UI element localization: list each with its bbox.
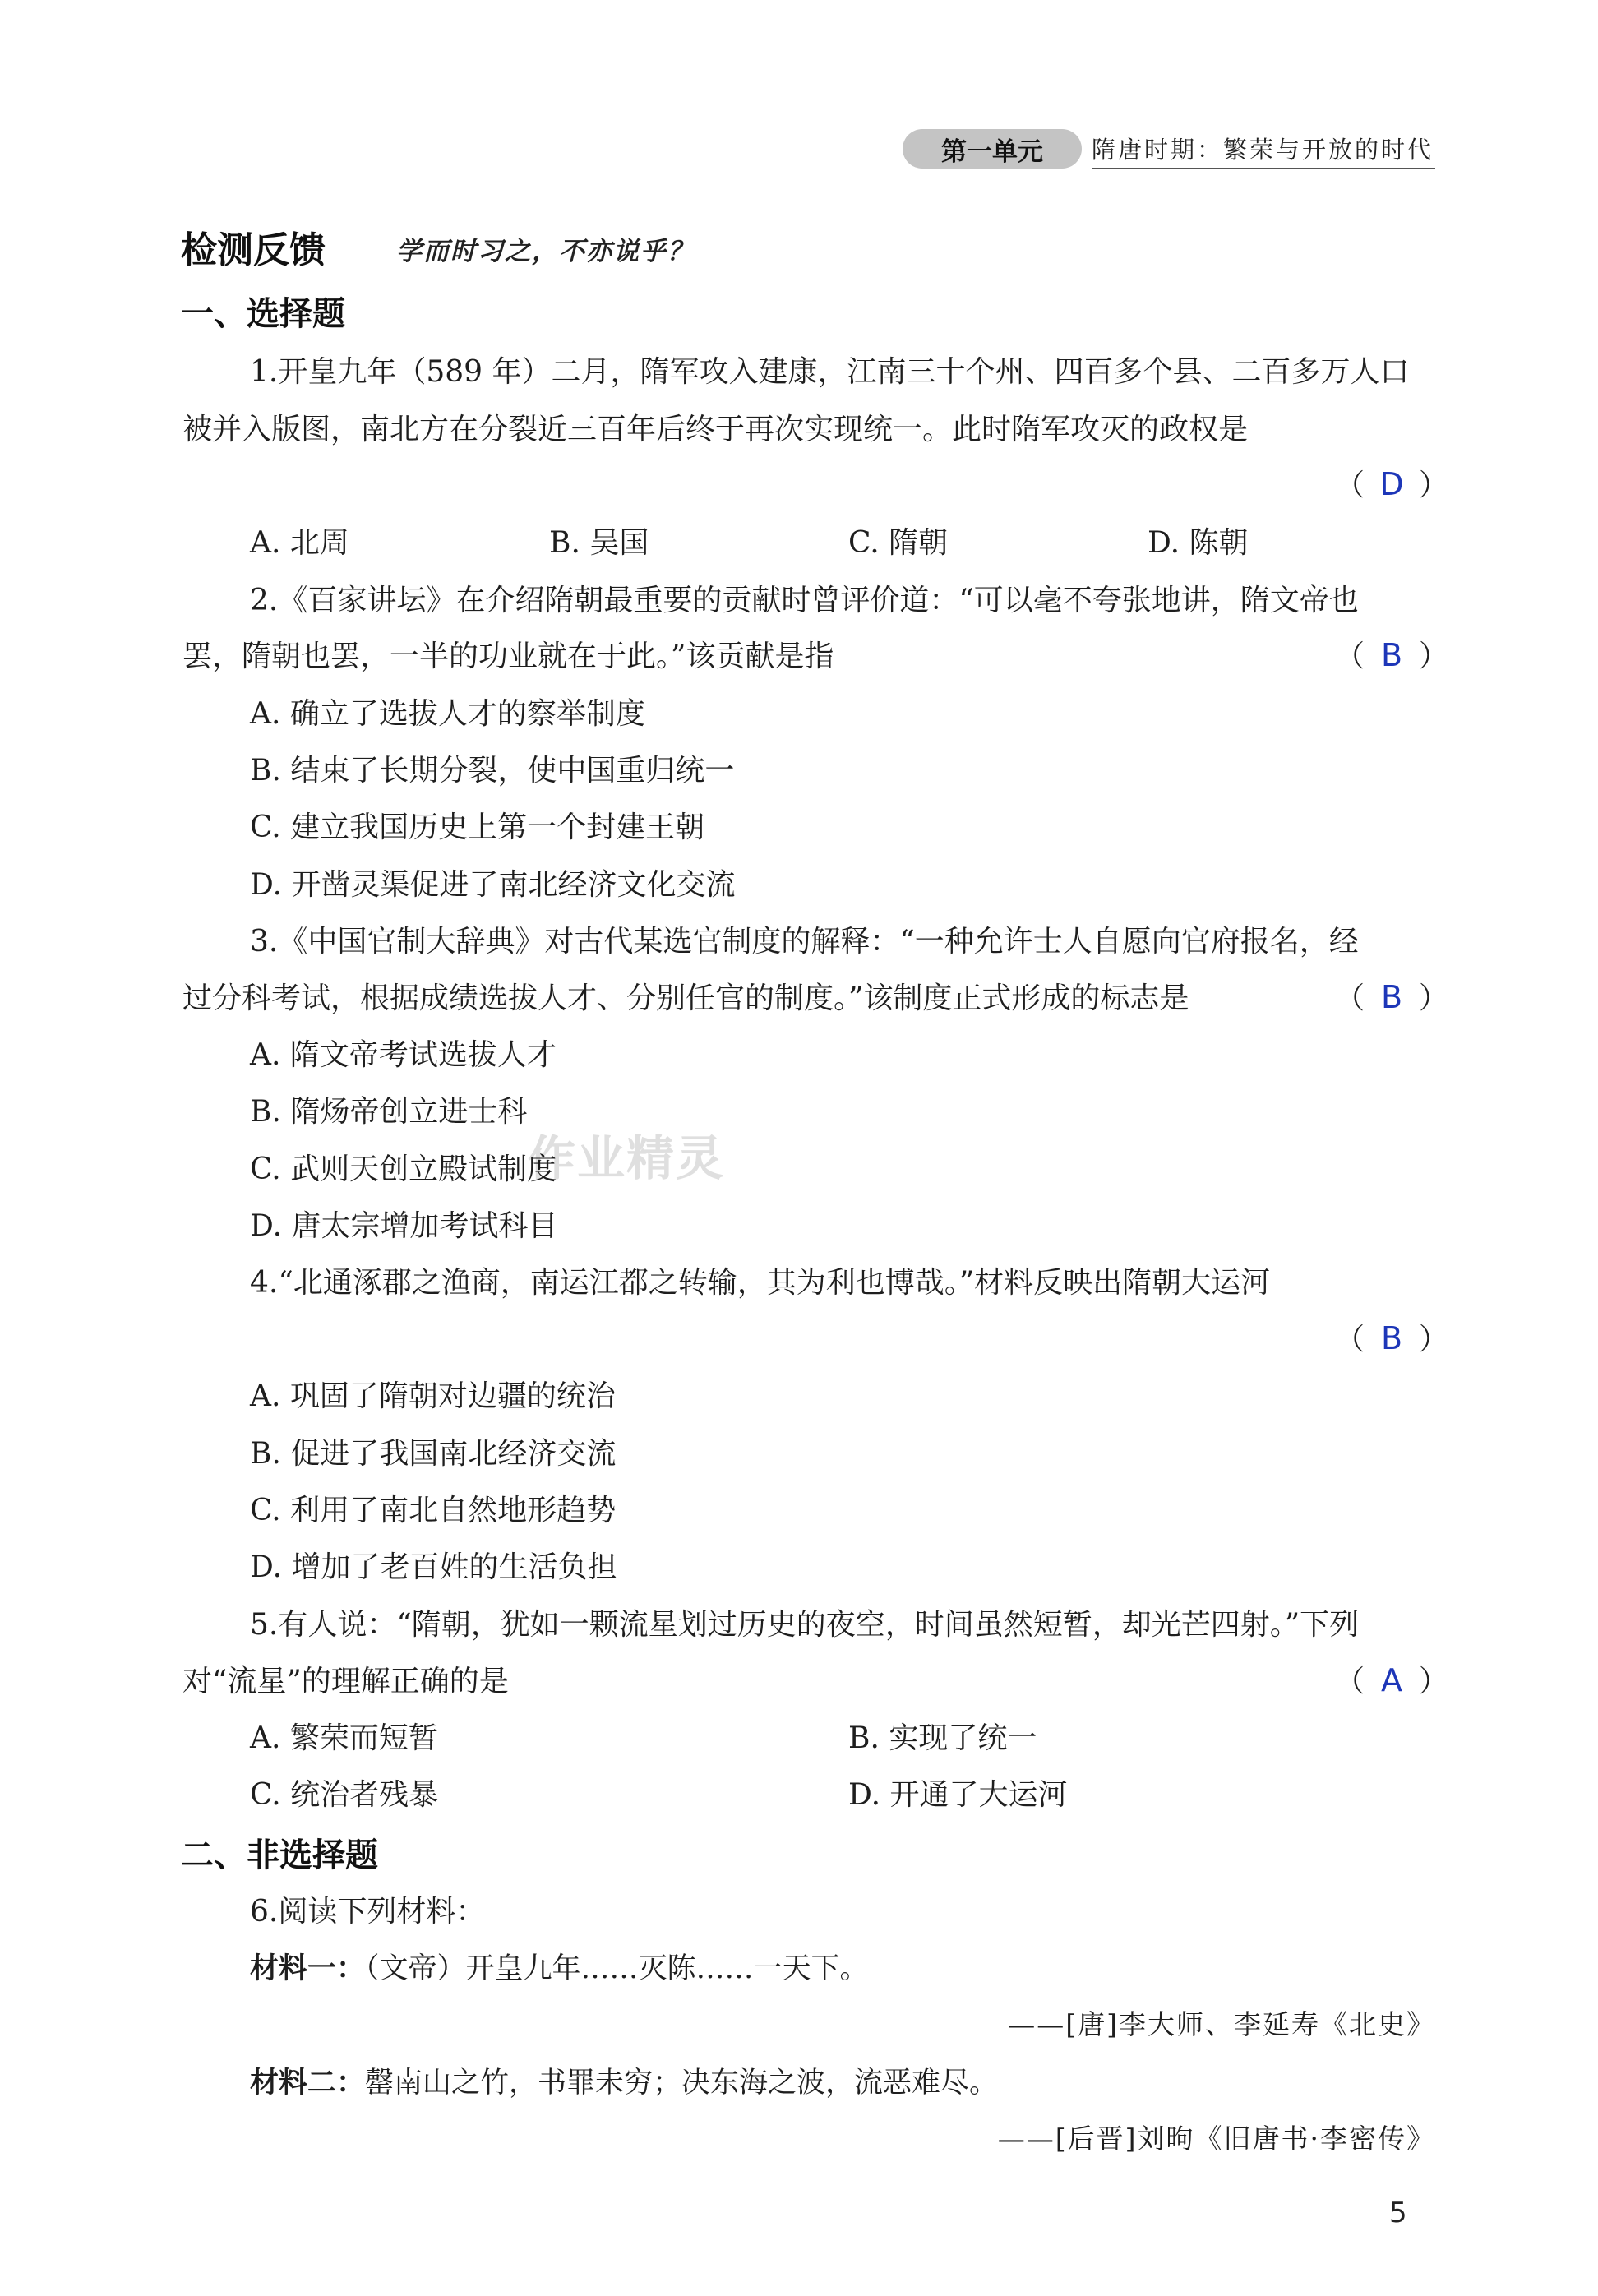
question-5-answer: （ A ） — [1335, 1662, 1449, 1698]
question-4-line-1: 4.“北通涿郡之渔商，南运江都之转输，其为利也博哉。”材料反映出隋朝大运河 — [250, 1266, 1271, 1300]
q5-option-c: C. 统治者残暴 — [250, 1778, 439, 1812]
question-3-answer: （ B ） — [1335, 979, 1449, 1015]
question-5-line-2: 对“流星”的理解正确的是 — [182, 1665, 509, 1698]
question-1-answer: （ D ） — [1335, 466, 1449, 502]
question-1-line-1: 1.开皇九年（589 年）二月，隋军攻入建康，江南三十个州、四百多个县、二百多万人口 — [250, 355, 1410, 389]
answer-letter: B — [1380, 979, 1403, 1015]
q3-option-d: D. 唐太宗增加考试科目 — [250, 1209, 558, 1243]
q2-option-a: A. 确立了选拔人才的察举制度 — [250, 697, 645, 731]
q4-option-b: B. 促进了我国南北经济交流 — [250, 1437, 617, 1471]
watermark: 作业精灵 — [528, 1130, 726, 1186]
q5-option-b: B. 实现了统一 — [848, 1721, 1037, 1755]
material-2-source: ——[后晋]刘昫《旧唐书·李密传》 — [997, 2123, 1435, 2155]
question-3-line-1: 3.《中国官制大辞典》对古代某选官制度的解释：“一种允许士人自愿向官府报名，经 — [250, 925, 1359, 959]
part-title-choice: 一、选择题 — [181, 295, 345, 333]
material-2-text: 罄南山之竹，书罪未穷；决东海之波，流恶难尽。 — [365, 2067, 999, 2100]
q3-option-c: C. 武则天创立殿试制度 — [250, 1153, 557, 1186]
unit-title: 隋唐时期：繁荣与开放的时代 — [1092, 136, 1434, 164]
q5-option-a: A. 繁荣而短暂 — [250, 1721, 438, 1755]
material-1 — [250, 1946, 869, 1987]
page-number: 5 — [1389, 2197, 1407, 2229]
q5-option-d: D. 开通了大运河 — [848, 1778, 1068, 1812]
answer-letter: D — [1379, 466, 1404, 502]
question-2-answer: （ B ） — [1335, 637, 1449, 673]
q1-option-b: B. 吴国 — [549, 526, 649, 560]
q2-option-b: B. 结束了长期分裂，使中国重归统一 — [250, 754, 735, 788]
q4-option-d: D. 增加了老百姓的生活负担 — [250, 1550, 617, 1584]
q4-option-c: C. 利用了南北自然地形趋势 — [250, 1494, 617, 1527]
part-title-nonchoice: 二、非选择题 — [181, 1836, 378, 1874]
question-3-line-2: 过分科考试，根据成绩选拔人才、分别任官的制度。”该制度正式形成的标志是 — [182, 982, 1189, 1015]
q2-option-c: C. 建立我国历史上第一个封建王朝 — [250, 811, 705, 844]
question-5-line-1: 5.有人说：“隋朝，犹如一颗流星划过历史的夜空，时间虽然短暂，却光芒四射。”下列 — [250, 1608, 1360, 1642]
answer-letter: B — [1380, 637, 1403, 673]
unit-badge: 第一单元 — [903, 129, 1082, 169]
q2-option-d: D. 开凿灵渠促进了南北经济文化交流 — [250, 868, 736, 902]
question-2-line-1: 2.《百家讲坛》在介绍隋朝最重要的贡献时曾评价道：“可以毫不夸张地讲，隋文帝也 — [250, 584, 1359, 617]
material-2-label: 材料二： — [250, 2067, 366, 2100]
question-1-line-2: 被并入版图，南北方在分裂近三百年后终于再次实现统一。此时隋军攻灭的政权是 — [182, 413, 1249, 446]
section-motto: 学而时习之，不亦说乎？ — [396, 237, 695, 266]
q3-option-a: A. 隋文帝考试选拔人才 — [250, 1038, 557, 1072]
section-title: 检测反馈 — [181, 229, 326, 271]
q4-option-a: A. 巩固了隋朝对边疆的统治 — [250, 1379, 616, 1413]
material-2 — [250, 2060, 998, 2101]
header-rule — [1092, 168, 1435, 169]
q3-option-b: B. 隋炀帝创立进士科 — [250, 1095, 528, 1129]
answer-letter: B — [1380, 1320, 1403, 1356]
question-6-intro: 6.阅读下列材料： — [250, 1895, 486, 1929]
material-1-label: 材料一： — [250, 1952, 366, 1985]
material-1-text: （文帝）开皇九年……灭陈……一天下。 — [365, 1952, 869, 1985]
q1-option-c: C. 隋朝 — [848, 526, 949, 560]
question-4-answer: （ B ） — [1335, 1320, 1449, 1356]
material-1-source: ——[唐]李大师、李延寿《北史》 — [1008, 2008, 1435, 2040]
question-2-line-2: 罢，隋朝也罢，一半的功业就在于此。”该贡献是指 — [182, 640, 834, 673]
q1-option-d: D. 陈朝 — [1148, 526, 1249, 560]
q1-option-a: A. 北周 — [250, 526, 349, 560]
answer-letter: A — [1381, 1662, 1403, 1698]
